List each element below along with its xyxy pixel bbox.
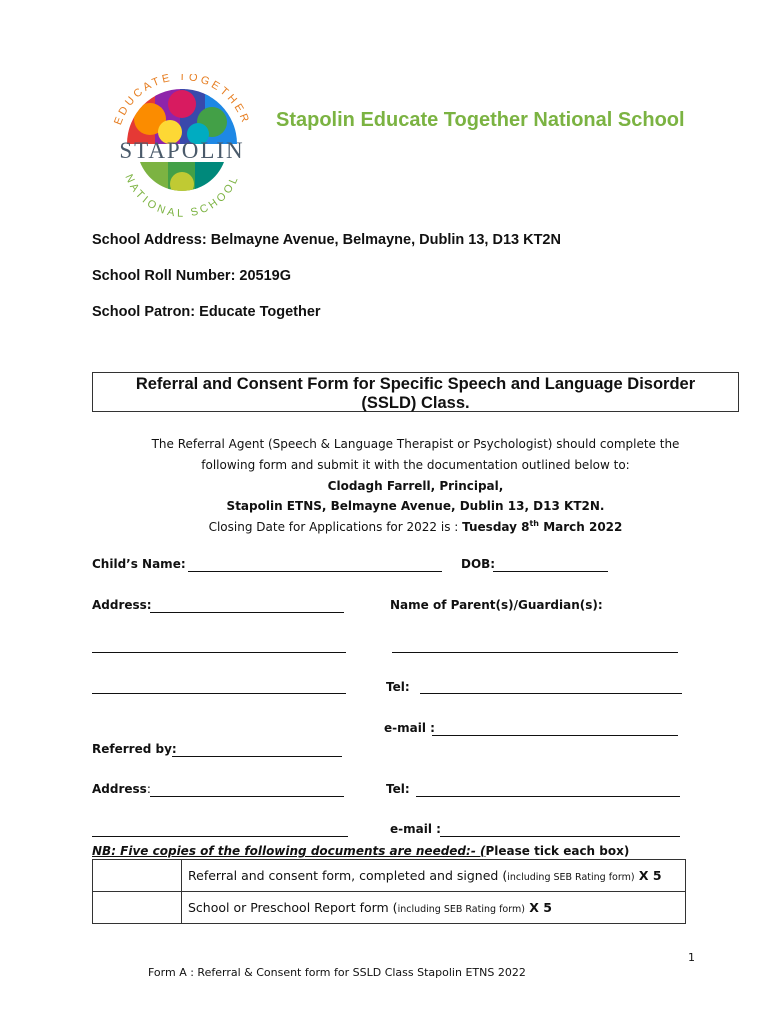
page-number: 1 (688, 951, 695, 964)
form-title-line1: Referral and Consent Form for Specific Speech and Language Disorder (135, 375, 696, 393)
dob-field[interactable] (493, 571, 608, 572)
closing-rest: March 2022 (539, 520, 623, 534)
school-patron: School Patron: Educate Together (92, 304, 321, 320)
school-logo (100, 74, 265, 224)
table-row (93, 860, 686, 892)
intro-closing-date (92, 519, 739, 534)
documents-table (92, 859, 686, 924)
document-small: including SEB Rating form) (507, 872, 635, 883)
referrer-address-field-2[interactable] (92, 836, 348, 837)
school-name: Stapolin Educate Together National School (276, 109, 685, 131)
document-qty: X 5 (524, 900, 552, 915)
page-footer: Form A : Referral & Consent form for SSLD Class Stapolin ETNS 2022 (148, 966, 526, 979)
document-main: Referral and consent form, completed and signed ( (188, 868, 508, 883)
document-small: including SEB Rating form) (397, 904, 525, 915)
school-logo-graphic (100, 74, 265, 224)
referrer-address-field-1[interactable] (150, 796, 344, 797)
referrer-tel-field[interactable] (416, 796, 680, 797)
intro-line1: The Referral Agent (Speech & Language Therapist or Psychologist) should complete the (151, 437, 680, 451)
document-label (182, 892, 686, 924)
form-title-box (92, 372, 739, 412)
childs-name-field[interactable] (188, 571, 442, 572)
address-field-2[interactable] (92, 652, 346, 653)
nb-suffix: Please tick each box) (485, 844, 630, 858)
table-row (93, 892, 686, 924)
referrer-email-field[interactable] (440, 836, 680, 837)
tick-box[interactable] (93, 892, 182, 924)
referrer-address-colon: : (146, 782, 151, 796)
referred-by-label: Referred by: (92, 742, 177, 756)
dob-label: DOB: (461, 557, 496, 571)
childs-name-label: Child’s Name: (92, 557, 186, 571)
closing-day: Tuesday 8 (462, 520, 530, 534)
nb-note (92, 844, 629, 858)
logo-arc-bottom-text: NATIONAL SCHOOL (122, 172, 242, 220)
intro-recipient-address: Stapolin ETNS, Belmayne Avenue, Dublin 13, D13 KT2N. (226, 499, 605, 513)
school-address: School Address: Belmayne Avenue, Belmayne, Dublin 13, D13 KT2N (92, 232, 561, 248)
tel-field[interactable] (420, 693, 682, 694)
closing-sup: th (529, 519, 540, 528)
address-field-1[interactable] (150, 612, 344, 613)
email-field[interactable] (432, 735, 678, 736)
parents-label: Name of Parent(s)/Guardian(s): (390, 598, 603, 612)
referrer-tel-label: Tel: (386, 782, 410, 796)
logo-arc-top-text: EDUCATE TOGETHER (112, 74, 252, 127)
school-roll-number: School Roll Number: 20519G (92, 268, 292, 284)
form-title-line2: (SSLD) Class. (361, 394, 470, 412)
tel-label: Tel: (386, 680, 410, 694)
closing-prefix: Closing Date for Applications for 2022 is : (208, 520, 463, 534)
intro-recipient: Clodagh Farrell, Principal, (327, 479, 504, 493)
intro-line2: following form and submit it with the documentation outlined below to: (201, 458, 630, 472)
email-label: e-mail : (384, 721, 435, 735)
referrer-address-word: Address (92, 782, 147, 796)
document-label (182, 860, 686, 892)
document-qty: X 5 (634, 868, 662, 883)
tick-box[interactable] (93, 860, 182, 892)
address-field-3[interactable] (92, 693, 346, 694)
document-main: School or Preschool Report form ( (188, 900, 398, 915)
referrer-email-label: e-mail : (390, 822, 441, 836)
nb-mid: :- ( (466, 844, 486, 858)
parents-field[interactable] (392, 652, 678, 653)
address-label: Address: (92, 598, 152, 612)
nb-prefix: NB: Five copies of the following documents are needed (92, 844, 467, 858)
logo-word: STAPOLIN (119, 138, 245, 163)
referred-by-field[interactable] (172, 756, 342, 757)
referrer-address-label (92, 782, 151, 796)
